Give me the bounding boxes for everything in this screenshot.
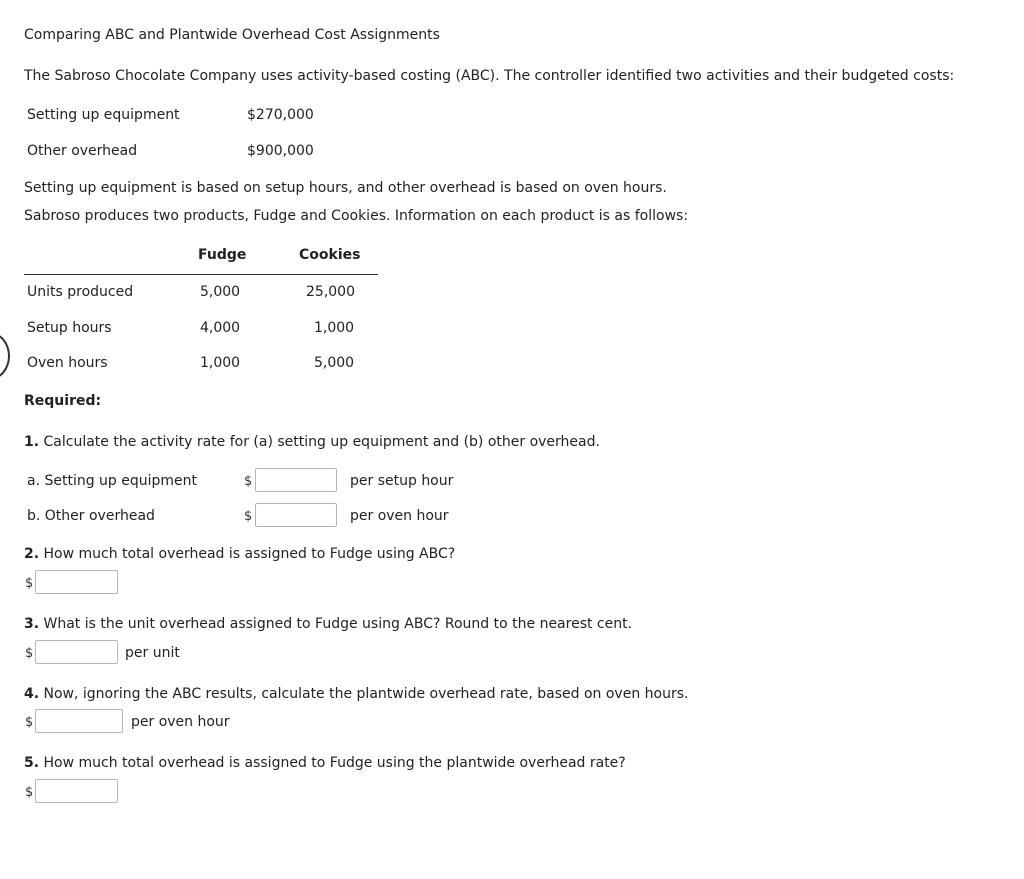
- question-number: 3.: [24, 616, 40, 632]
- q4-unit: per oven hour: [131, 714, 230, 730]
- question-number: 2.: [24, 546, 40, 562]
- q3-unit-overhead-input[interactable]: [35, 640, 118, 664]
- paragraph-allocation-basis: Setting up equipment is based on setup hours, and other overhead is based on oven hours.: [24, 180, 667, 196]
- question-number: 4.: [24, 686, 40, 702]
- question-4: [24, 686, 688, 702]
- table-row-label: Setup hours: [27, 320, 112, 336]
- question-text: How much total overhead is assigned to Fudge using ABC?: [43, 546, 456, 562]
- question-2: [24, 546, 455, 562]
- required-heading: Required:: [24, 393, 102, 409]
- table-cell-fudge: 5,000: [200, 284, 241, 300]
- intro-text: The Sabroso Chocolate Company uses activity-based costing (ABC). The controller identified two activities and their budgeted costs:: [24, 68, 955, 84]
- q4-plantwide-rate-input[interactable]: [35, 709, 123, 733]
- table-cell-cookies: 25,000: [306, 284, 355, 300]
- q5-total-overhead-input[interactable]: [35, 779, 118, 803]
- table-header-rule: [24, 274, 378, 275]
- cost-label-setup: Setting up equipment: [27, 107, 180, 123]
- q2-total-overhead-input[interactable]: [35, 570, 118, 594]
- q1a-label: a. Setting up equipment: [27, 473, 198, 489]
- q3-unit: per unit: [125, 645, 180, 661]
- q5-currency: $: [25, 785, 34, 800]
- page-title: Comparing ABC and Plantwide Overhead Cost Assignments: [24, 27, 440, 43]
- q1b-rate-input[interactable]: [255, 503, 337, 527]
- table-header-fudge: Fudge: [198, 247, 247, 263]
- table-row-label: Units produced: [27, 284, 134, 300]
- question-5: [24, 755, 626, 771]
- cost-value-other: $900,000: [247, 143, 314, 159]
- table-cell-fudge: 1,000: [200, 355, 241, 371]
- question-1: [24, 434, 600, 450]
- q1a-unit: per setup hour: [350, 473, 454, 489]
- table-cell-cookies: 1,000: [314, 320, 355, 336]
- q4-currency: $: [25, 715, 34, 730]
- q1b-unit: per oven hour: [350, 508, 449, 524]
- q2-currency: $: [25, 576, 34, 591]
- q1b-label: b. Other overhead: [27, 508, 155, 524]
- question-number: 1.: [24, 434, 40, 450]
- side-circle-indicator: [0, 332, 10, 380]
- table-cell-fudge: 4,000: [200, 320, 241, 336]
- table-row-label: Oven hours: [27, 355, 108, 371]
- cost-value-setup: $270,000: [247, 107, 314, 123]
- table-header-cookies: Cookies: [299, 247, 361, 263]
- q3-currency: $: [25, 646, 34, 661]
- question-text: Calculate the activity rate for (a) setting up equipment and (b) other overhead.: [43, 434, 600, 450]
- question-3: [24, 616, 632, 632]
- cost-label-other: Other overhead: [27, 143, 138, 159]
- q1b-currency: $: [244, 509, 253, 524]
- q1a-currency: $: [244, 474, 253, 489]
- question-text: What is the unit overhead assigned to Fudge using ABC? Round to the nearest cent.: [43, 616, 633, 632]
- table-cell-cookies: 5,000: [314, 355, 355, 371]
- question-text: Now, ignoring the ABC results, calculate the plantwide overhead rate, based on oven hours.: [43, 686, 689, 702]
- question-text: How much total overhead is assigned to Fudge using the plantwide overhead rate?: [43, 755, 626, 771]
- paragraph-products: Sabroso produces two products, Fudge and Cookies. Information on each product is as follows:: [24, 208, 689, 224]
- q1a-rate-input[interactable]: [255, 468, 337, 492]
- question-number: 5.: [24, 755, 40, 771]
